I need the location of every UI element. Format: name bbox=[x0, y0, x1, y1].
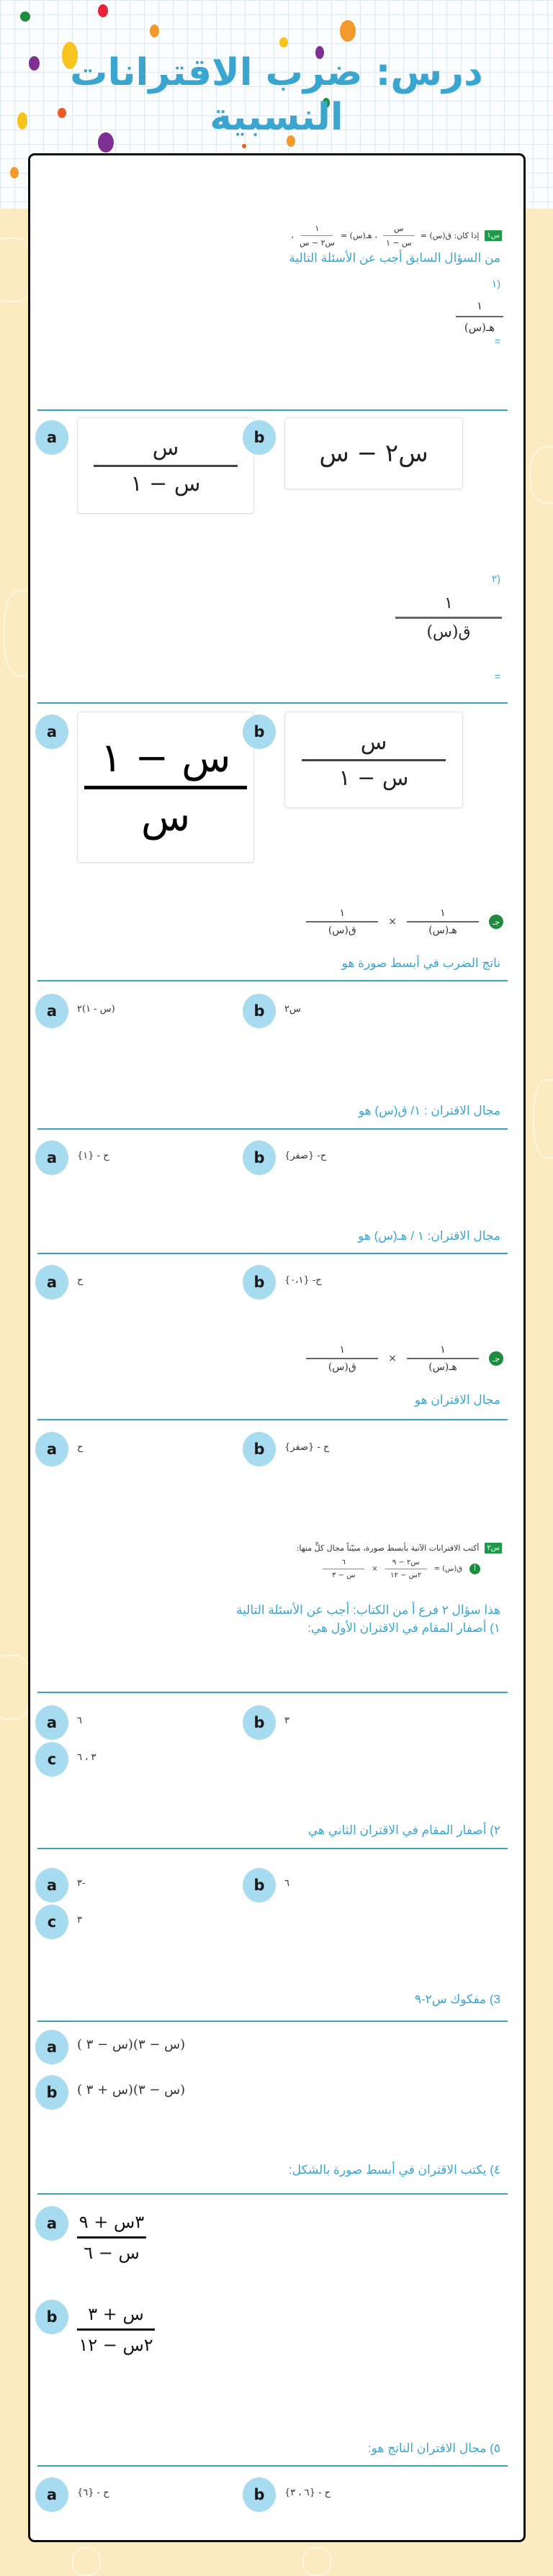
times-icon: × bbox=[388, 916, 397, 928]
paint-splat bbox=[279, 37, 288, 47]
separator bbox=[37, 1848, 508, 1849]
option-b-math: $\frac{\text{س + ٣}}{\text{٢س − ١٢}}$ bbox=[77, 2300, 155, 2355]
section2-function: أ ق(س) = $\frac{\text{س٢ − ٩}}{\text{٢س − ١٢}}$ × $\frac{٦}{\text{س − ٣}}$ bbox=[323, 1559, 480, 1579]
s2-q1-prompt: ١) أصفار المقام في الاقتران الأول هي: bbox=[307, 1621, 500, 1635]
paint-splat bbox=[150, 24, 159, 37]
quiz-card bbox=[28, 153, 526, 2542]
option-b-text: ٦ bbox=[284, 1878, 289, 1889]
badge-a: a bbox=[35, 420, 68, 455]
option-a[interactable] bbox=[28, 2206, 146, 2263]
intro-text: إذا كان: ق(س) = bbox=[420, 231, 480, 240]
option-a-text: (س - ١)٢ bbox=[77, 1004, 115, 1015]
option-b[interactable] bbox=[28, 2075, 185, 2110]
option-b[interactable] bbox=[243, 1868, 289, 1902]
badge-c: c bbox=[35, 1742, 68, 1777]
option-a-text: ح bbox=[77, 1442, 84, 1453]
badge-a: a bbox=[35, 1868, 68, 1902]
badge-a: a bbox=[35, 2477, 68, 2512]
option-b-math: $\frac{\text{س}}{\text{س − ١}}$ bbox=[284, 712, 463, 808]
badge-b: b bbox=[243, 1868, 276, 1902]
badge-a: a bbox=[35, 1140, 68, 1175]
option-a-math: $\frac{\text{٣س + ٩}}{\text{س − ٦}}$ bbox=[77, 2206, 146, 2263]
q1-label: (١ bbox=[491, 278, 500, 289]
option-b-text: س٢ bbox=[284, 1004, 301, 1015]
option-b[interactable] bbox=[243, 420, 463, 489]
option-a-text: ح - {١} bbox=[77, 1151, 109, 1161]
option-b[interactable] bbox=[243, 2477, 331, 2512]
option-a[interactable] bbox=[28, 420, 254, 514]
page-title: درس: ضرب الاقترانات النسبية bbox=[70, 51, 483, 139]
badge-b: b bbox=[35, 2300, 68, 2334]
paint-splat bbox=[242, 144, 246, 148]
s2-q2-prompt: ٢) أصفار المقام في الاقتران الثاني هي bbox=[307, 1823, 500, 1837]
option-b-math: س٢ − س bbox=[284, 417, 463, 489]
badge-b: b bbox=[243, 420, 276, 455]
marker-icon: جـ bbox=[489, 915, 503, 929]
option-b[interactable] bbox=[243, 1265, 322, 1300]
option-a-text: ح bbox=[77, 1275, 84, 1286]
option-a[interactable] bbox=[28, 994, 115, 1028]
section1-prompt: من السؤال السابق أجب عن الأسئلة التالية bbox=[289, 251, 500, 265]
q6-prompt: مجال الاقتران هو bbox=[414, 1393, 500, 1407]
option-b[interactable] bbox=[28, 2300, 155, 2355]
option-b[interactable] bbox=[243, 715, 463, 808]
intro-h-label: ، هـ(س) = bbox=[340, 231, 377, 240]
separator bbox=[37, 980, 508, 981]
badge-a: a bbox=[35, 994, 68, 1028]
badge-b: b bbox=[243, 715, 276, 749]
option-a[interactable] bbox=[28, 1868, 85, 1902]
option-a[interactable] bbox=[28, 1432, 83, 1466]
option-b-text: ح - {صفر} bbox=[284, 1442, 330, 1453]
paint-splat bbox=[98, 4, 108, 17]
option-a-math: س − ١ س bbox=[77, 712, 254, 863]
paint-splat bbox=[20, 12, 30, 22]
separator bbox=[37, 1419, 508, 1420]
badge-b: b bbox=[243, 994, 276, 1028]
badge-a: a bbox=[35, 1265, 68, 1300]
separator bbox=[37, 1692, 508, 1693]
separator bbox=[37, 1128, 508, 1130]
q1-equals: = bbox=[494, 335, 500, 347]
question-tag: س٢ bbox=[485, 1543, 502, 1554]
option-a[interactable] bbox=[28, 715, 254, 863]
q3-prompt: ناتج الضرب في أبسط صورة هو bbox=[341, 956, 500, 970]
q1-fraction: ١ هـ(س) bbox=[456, 299, 503, 334]
option-c-text: ٣ bbox=[77, 1915, 82, 1926]
option-a[interactable] bbox=[28, 2030, 185, 2064]
fraction-q: $\frac{\text{س}}{\text{س − ١}}$ bbox=[383, 224, 415, 248]
badge-b: b bbox=[243, 1705, 276, 1740]
option-b-text: ح- {صفر} bbox=[284, 1151, 327, 1161]
q2-label: (٢ bbox=[491, 573, 500, 584]
times-icon: × bbox=[388, 1353, 397, 1364]
option-c[interactable] bbox=[28, 1742, 96, 1777]
option-a-text: (س − ٣)(س − ٣ ) bbox=[77, 2037, 186, 2052]
doodle-decoration bbox=[302, 2547, 331, 2576]
badge-b: b bbox=[35, 2075, 68, 2110]
doodle-decoration bbox=[72, 2547, 101, 2576]
s2-q4-prompt: ٤) يكتب الاقتران في أبسط صورة بالشكل: bbox=[289, 2163, 500, 2177]
question-tag: س١ bbox=[485, 230, 502, 241]
option-a-math: $\frac{\text{س}}{\text{س − ١}}$ bbox=[77, 417, 254, 514]
separator bbox=[37, 409, 508, 411]
q5-prompt: مجال الاقتران: ١ / هـ(س) هو bbox=[358, 1229, 500, 1243]
option-a[interactable] bbox=[28, 1705, 82, 1740]
badge-a: a bbox=[35, 1705, 68, 1740]
option-b[interactable] bbox=[243, 1432, 329, 1466]
option-b[interactable] bbox=[243, 1705, 289, 1740]
separator bbox=[37, 2021, 508, 2022]
option-c-text: ٣ ، ٦ bbox=[77, 1752, 96, 1763]
section2-instruction: س٢ أكتب الاقترانات الآتية بأبسط صورة، مبيّناً مجال كلٍّ منها: bbox=[297, 1543, 502, 1554]
doodle-decoration bbox=[529, 446, 553, 504]
q2-equals: = bbox=[494, 671, 500, 682]
badge-b: b bbox=[243, 2477, 276, 2512]
fraction-h: $\frac{١}{\text{س٢ − س}}$ bbox=[299, 224, 335, 248]
doodle-decoration bbox=[533, 1079, 553, 1158]
option-a-text: ح - {٦} bbox=[77, 2487, 109, 2498]
q2-fraction: ١ ق(س) bbox=[395, 594, 502, 641]
option-a[interactable] bbox=[28, 1140, 109, 1175]
option-b[interactable] bbox=[243, 994, 301, 1028]
option-a[interactable] bbox=[28, 2477, 109, 2512]
separator bbox=[37, 1253, 508, 1254]
intro-problem: س١ إذا كان: ق(س) = $\frac{\text{س}}{\text{س − ١}}$ ، هـ(س) = $\frac{١}{\text{س٢ − س}}$ ، bbox=[291, 224, 502, 248]
separator bbox=[37, 2193, 508, 2195]
option-b-text: ح- {٠،١} bbox=[284, 1275, 322, 1286]
paint-splat bbox=[340, 20, 356, 42]
option-b-text: ٣ bbox=[284, 1715, 289, 1726]
badge-b: b bbox=[243, 1432, 276, 1466]
marker-icon: أ bbox=[469, 1564, 480, 1574]
s2-q5-prompt: ٥) مجال الاقتران الناتج هو: bbox=[368, 2441, 500, 2455]
option-b-text: ح - {٦ ، ٣} bbox=[284, 2487, 331, 2498]
badge-c: c bbox=[35, 1905, 68, 1939]
s2-q3-prompt: 3) مفكوك س٢-٩ bbox=[414, 1992, 500, 2006]
option-a-text: -٣ bbox=[77, 1878, 86, 1889]
section2-prompt: هذا سؤال ٢ فرع أ من الكتاب: أجب عن الأسئلة التالية bbox=[235, 1603, 500, 1617]
badge-a: a bbox=[35, 2206, 68, 2241]
option-a-text: ٦ bbox=[77, 1715, 82, 1726]
badge-b: b bbox=[243, 1265, 276, 1300]
product-expression: جـ $\frac{١}{\text{هـ(س)}}$ × $\frac{١}{\text{ق(س)}}$ bbox=[306, 1344, 503, 1373]
option-c[interactable] bbox=[28, 1905, 82, 1939]
option-b[interactable] bbox=[243, 1140, 326, 1175]
badge-a: a bbox=[35, 2030, 68, 2064]
q4-prompt: مجال الاقتران : ١/ ق(س) هو bbox=[358, 1104, 500, 1117]
badge-a: a bbox=[35, 1432, 68, 1466]
badge-a: a bbox=[35, 715, 68, 749]
separator bbox=[37, 2465, 508, 2467]
separator bbox=[37, 702, 508, 704]
option-b-text: (س − ٣)(س + ٣ ) bbox=[77, 2082, 186, 2097]
badge-b: b bbox=[243, 1140, 276, 1175]
marker-icon: جـ bbox=[489, 1351, 503, 1366]
product-expression: جـ $\frac{١}{\text{هـ(س)}}$ × $\frac{١}{\text{ق(س)}}$ bbox=[306, 907, 503, 936]
option-a[interactable] bbox=[28, 1265, 83, 1300]
paint-splat bbox=[10, 167, 19, 178]
